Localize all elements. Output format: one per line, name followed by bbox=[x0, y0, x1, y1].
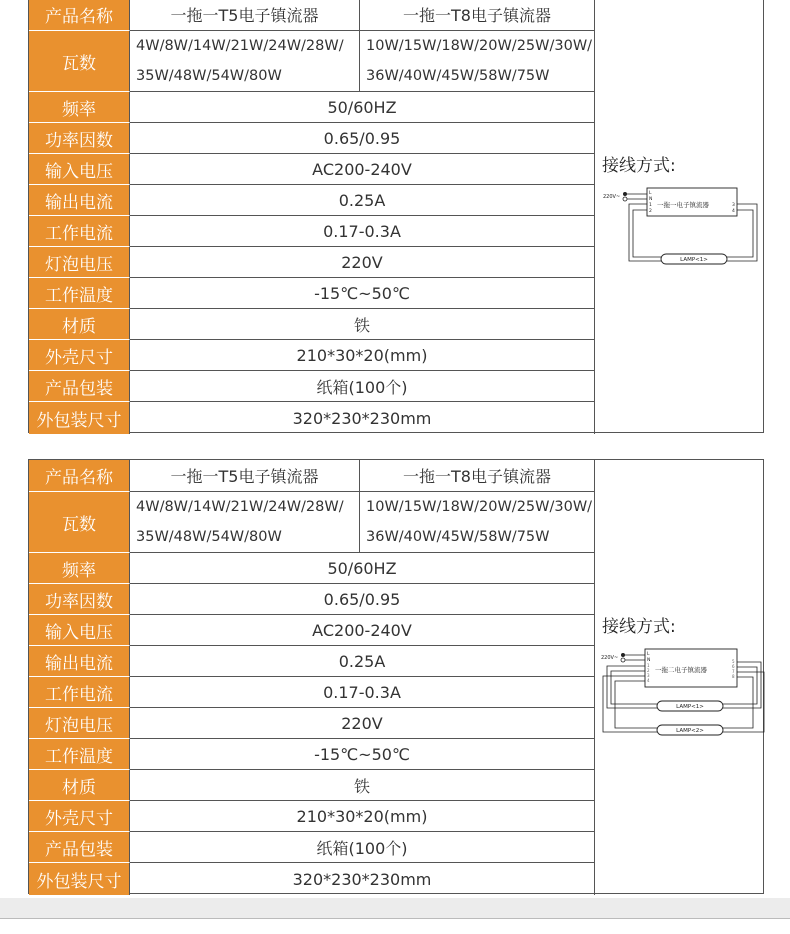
output-current-value: 0.25A bbox=[130, 646, 595, 677]
lamp-voltage-value: 220V bbox=[130, 708, 595, 739]
label-material: 材质 bbox=[29, 770, 130, 801]
label-frequency: 频率 bbox=[29, 553, 130, 584]
pin-4: 4 bbox=[732, 209, 735, 214]
terminal-n bbox=[621, 658, 625, 662]
pin-l: L bbox=[649, 191, 652, 196]
lamp-label: LAMP<1> bbox=[680, 257, 708, 263]
wire-4 bbox=[615, 681, 657, 728]
wattage-t8-line2: 36W/40W/45W/58W/75W bbox=[366, 68, 550, 84]
label-product-name: 产品名称 bbox=[29, 0, 130, 31]
wattage-t5-line1: 4W/8W/14W/21W/24W/28W/ bbox=[136, 499, 344, 515]
pin-l: L bbox=[647, 652, 650, 657]
pin-3: 3 bbox=[647, 673, 650, 678]
label-wattage: 瓦数 bbox=[29, 31, 130, 92]
pin-2: 2 bbox=[647, 668, 650, 673]
wattage-t8-line1: 10W/15W/18W/20W/25W/30W/ bbox=[366, 38, 593, 54]
wire-4 bbox=[727, 210, 753, 257]
frequency-value: 50/60HZ bbox=[130, 92, 595, 123]
label-output-current: 输出电流 bbox=[29, 646, 130, 677]
wiring-diagram bbox=[599, 646, 765, 738]
input-voltage-label: 220V~ bbox=[601, 655, 619, 661]
power-factor-value: 0.65/0.95 bbox=[130, 123, 595, 154]
wattage-t5-line2: 35W/48W/54W/80W bbox=[136, 529, 282, 545]
housing-size-value: 210*30*20(mm) bbox=[130, 801, 595, 832]
wattage-t5-line2: 35W/48W/54W/80W bbox=[136, 68, 282, 84]
label-packaging: 产品包装 bbox=[29, 832, 130, 863]
wattage-t5-line1: 4W/8W/14W/21W/24W/28W/ bbox=[136, 38, 344, 54]
label-working-temperature: 工作温度 bbox=[29, 739, 130, 770]
wattage-t8 bbox=[360, 492, 595, 553]
spec-table-1 bbox=[28, 0, 764, 433]
frequency-value: 50/60HZ bbox=[130, 553, 595, 584]
product-name-t8: 一拖一T8电子镇流器 bbox=[360, 460, 595, 492]
label-power-factor: 功率因数 bbox=[29, 584, 130, 615]
outer-package-size-value: 320*230*230mm bbox=[130, 863, 595, 895]
input-voltage-label: 220V~ bbox=[603, 194, 621, 200]
material-value: 铁 bbox=[130, 309, 595, 340]
label-input-voltage: 输入电压 bbox=[29, 154, 130, 185]
output-current-value: 0.25A bbox=[130, 185, 595, 216]
footer-bar bbox=[0, 918, 790, 934]
working-current-value: 0.17-0.3A bbox=[130, 216, 595, 247]
spec-table-2 bbox=[28, 459, 764, 894]
label-outer-package-size: 外包装尺寸 bbox=[29, 402, 130, 434]
label-housing-size: 外壳尺寸 bbox=[29, 801, 130, 832]
outer-package-size-value: 320*230*230mm bbox=[130, 402, 595, 434]
wattage-t5 bbox=[130, 492, 360, 553]
wiring-title: 接线方式: bbox=[602, 156, 676, 176]
label-wattage: 瓦数 bbox=[29, 492, 130, 553]
pin-5: 5 bbox=[732, 659, 735, 664]
packaging-value: 纸箱(100个) bbox=[130, 832, 595, 863]
terminal-l bbox=[623, 192, 627, 196]
label-housing-size: 外壳尺寸 bbox=[29, 340, 130, 371]
pin-3: 3 bbox=[732, 203, 735, 208]
label-material: 材质 bbox=[29, 309, 130, 340]
housing-size-value: 210*30*20(mm) bbox=[130, 340, 595, 371]
label-outer-package-size: 外包装尺寸 bbox=[29, 863, 130, 895]
wiring-title: 接线方式: bbox=[602, 617, 676, 637]
lamp-2-label: LAMP<2> bbox=[676, 728, 704, 734]
pin-1: 1 bbox=[647, 663, 650, 668]
input-voltage-value: AC200-240V bbox=[130, 615, 595, 646]
working-temperature-value: -15℃~50℃ bbox=[130, 739, 595, 770]
wiring-panel bbox=[595, 460, 765, 893]
pin-7: 7 bbox=[732, 669, 735, 674]
pin-1: 1 bbox=[649, 203, 652, 208]
pin-n: N bbox=[647, 658, 651, 663]
label-frequency: 频率 bbox=[29, 92, 130, 123]
wattage-t5 bbox=[130, 31, 360, 92]
product-name-t5: 一拖一T5电子镇流器 bbox=[130, 460, 360, 492]
label-product-name: 产品名称 bbox=[29, 460, 130, 492]
label-lamp-voltage: 灯泡电压 bbox=[29, 247, 130, 278]
wattage-t8 bbox=[360, 31, 595, 92]
ballast-label: 一拖一电子镇流器 bbox=[657, 201, 709, 209]
wattage-t8-line2: 36W/40W/45W/58W/75W bbox=[366, 529, 550, 545]
product-name-t5: 一拖一T5电子镇流器 bbox=[130, 0, 360, 31]
ballast-label: 一拖二电子镇流器 bbox=[655, 666, 707, 674]
pin-2: 2 bbox=[649, 209, 652, 214]
packaging-value: 纸箱(100个) bbox=[130, 371, 595, 402]
power-factor-value: 0.65/0.95 bbox=[130, 584, 595, 615]
label-packaging: 产品包装 bbox=[29, 371, 130, 402]
label-output-current: 输出电流 bbox=[29, 185, 130, 216]
pin-4: 4 bbox=[647, 678, 650, 683]
label-working-current: 工作电流 bbox=[29, 677, 130, 708]
terminal-n bbox=[623, 197, 627, 201]
label-input-voltage: 输入电压 bbox=[29, 615, 130, 646]
working-temperature-value: -15℃~50℃ bbox=[130, 278, 595, 309]
wiring-diagram bbox=[599, 185, 761, 269]
product-name-t8: 一拖一T8电子镇流器 bbox=[360, 0, 595, 31]
wire-2 bbox=[633, 210, 661, 257]
label-working-current: 工作电流 bbox=[29, 216, 130, 247]
pin-8: 8 bbox=[732, 674, 735, 679]
working-current-value: 0.17-0.3A bbox=[130, 677, 595, 708]
label-working-temperature: 工作温度 bbox=[29, 278, 130, 309]
wattage-t8-line1: 10W/15W/18W/20W/25W/30W/ bbox=[366, 499, 593, 515]
lamp-voltage-value: 220V bbox=[130, 247, 595, 278]
pin-n: N bbox=[649, 197, 653, 202]
wiring-panel bbox=[595, 0, 765, 432]
label-power-factor: 功率因数 bbox=[29, 123, 130, 154]
material-value: 铁 bbox=[130, 770, 595, 801]
terminal-l bbox=[621, 653, 625, 657]
pin-6: 6 bbox=[732, 664, 735, 669]
lamp-1-label: LAMP<1> bbox=[676, 704, 704, 710]
label-lamp-voltage: 灯泡电压 bbox=[29, 708, 130, 739]
input-voltage-value: AC200-240V bbox=[130, 154, 595, 185]
